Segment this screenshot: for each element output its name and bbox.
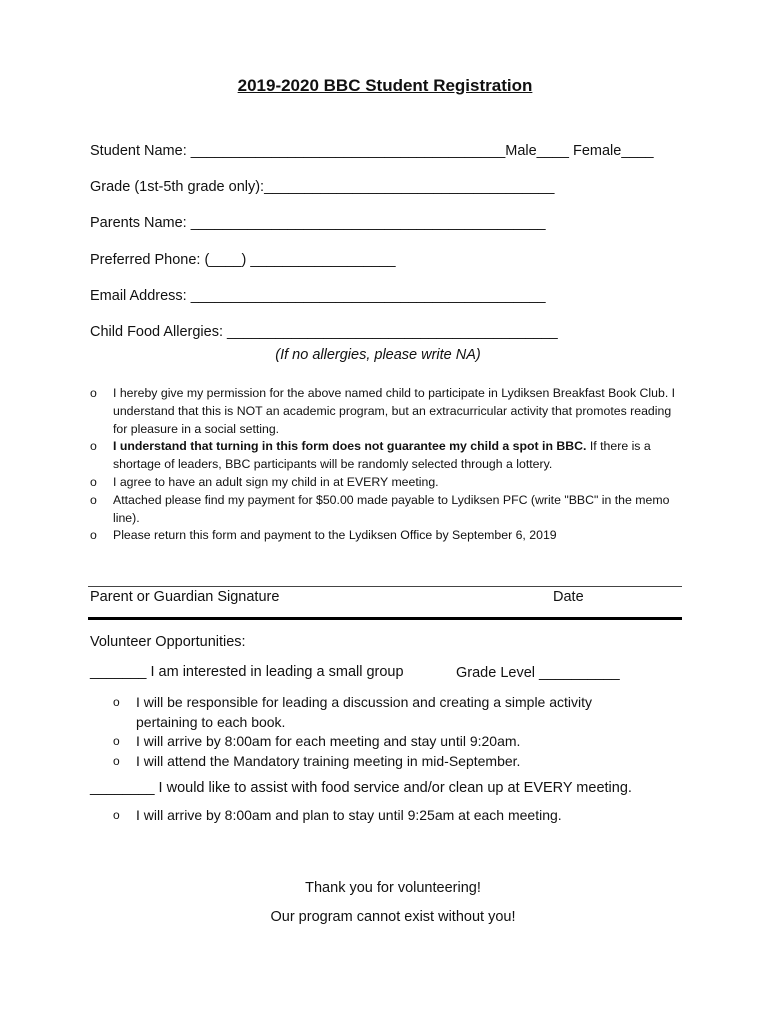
volunteer-heading: Volunteer Opportunities: [90,634,246,650]
bullet-icon: o [113,734,120,748]
grade-level-field[interactable]: Grade Level __________ [456,665,620,681]
section-divider [88,617,682,620]
bullet-icon: o [113,695,120,709]
list-item [90,474,685,492]
bullet-icon: o [90,386,97,400]
bullet-icon: o [113,808,120,822]
food-item-text: I will arrive by 8:00am and plan to stay until 9:25am at each meeting. [136,807,562,823]
list-item [113,693,653,732]
date-label: Date [553,589,584,605]
signature-label: Parent or Guardian Signature [90,589,280,605]
thank-you-text: Thank you for volunteering! [305,880,481,896]
lead-requirements-list [113,693,653,771]
bullet-icon: o [113,753,120,768]
list-item [90,438,685,474]
child-food-allergies-field[interactable]: Child Food Allergies: _________________________________________ [90,324,558,340]
list-item [90,527,685,545]
list-item [113,732,653,752]
list-item [113,752,653,772]
signature-line[interactable] [88,586,682,587]
term-text: I agree to have an adult sign my child in at EVERY meeting. [113,474,439,489]
food-service-field[interactable]: ________ I would like to assist with food service and/or clean up at EVERY meeting. [90,780,632,796]
lead-item-text: I will arrive by 8:00am for each meeting and stay until 9:20am. [136,733,521,749]
grade-field[interactable]: Grade (1st-5th grade only):____________________________________ [90,179,555,195]
lead-small-group-field[interactable]: _______ I am interested in leading a small group [90,664,404,680]
bullet-icon: o [90,439,97,454]
bullet-icon: o [90,492,97,507]
parents-name-field[interactable]: Parents Name: ____________________________________________ [90,215,546,231]
preferred-phone-field[interactable]: Preferred Phone: (____) __________________ [90,252,396,268]
term-text: I hereby give my permission for the above named child to participate in Lydiksen Breakfast Book Club. I understand that this is NOT an academic program, but an extracurricular activity that promotes reading for pleasure in a social setting. [113,386,676,436]
term-text: Attached please find my payment for $50.00 made payable to Lydiksen PFC (write "BBC" in the memo line). [113,492,670,525]
lead-item-text: I will attend the Mandatory training meeting in mid-September. [136,752,521,769]
bullet-icon: o [90,528,97,543]
term-text: Please return this form and payment to the Lydiksen Office by September 6, 2019 [113,528,557,543]
food-requirements-list [113,806,673,826]
list-item [113,806,673,826]
form-title: 2019-2020 BBC Student Registration [237,76,533,95]
bullet-icon: o [90,474,97,489]
allergies-note: (If no allergies, please write NA) [275,347,481,363]
list-item [90,385,685,438]
term-bold-text: I understand that turning in this form does not guarantee my child a spot in BBC. [113,439,587,454]
list-item [90,492,685,528]
closing-note: Our program cannot exist without you! [270,909,516,925]
email-address-field[interactable]: Email Address: ____________________________________________ [90,288,546,304]
student-name-field[interactable]: Student Name: _______________________________________Male____ Female____ [90,143,654,159]
lead-item-text: I will be responsible for leading a discussion and creating a simple activity pertaining to each book. [136,694,593,730]
terms-list [90,385,685,545]
term-text: If there is a shortage of leaders, BBC participants will be randomly selected through a lottery. [113,439,651,472]
